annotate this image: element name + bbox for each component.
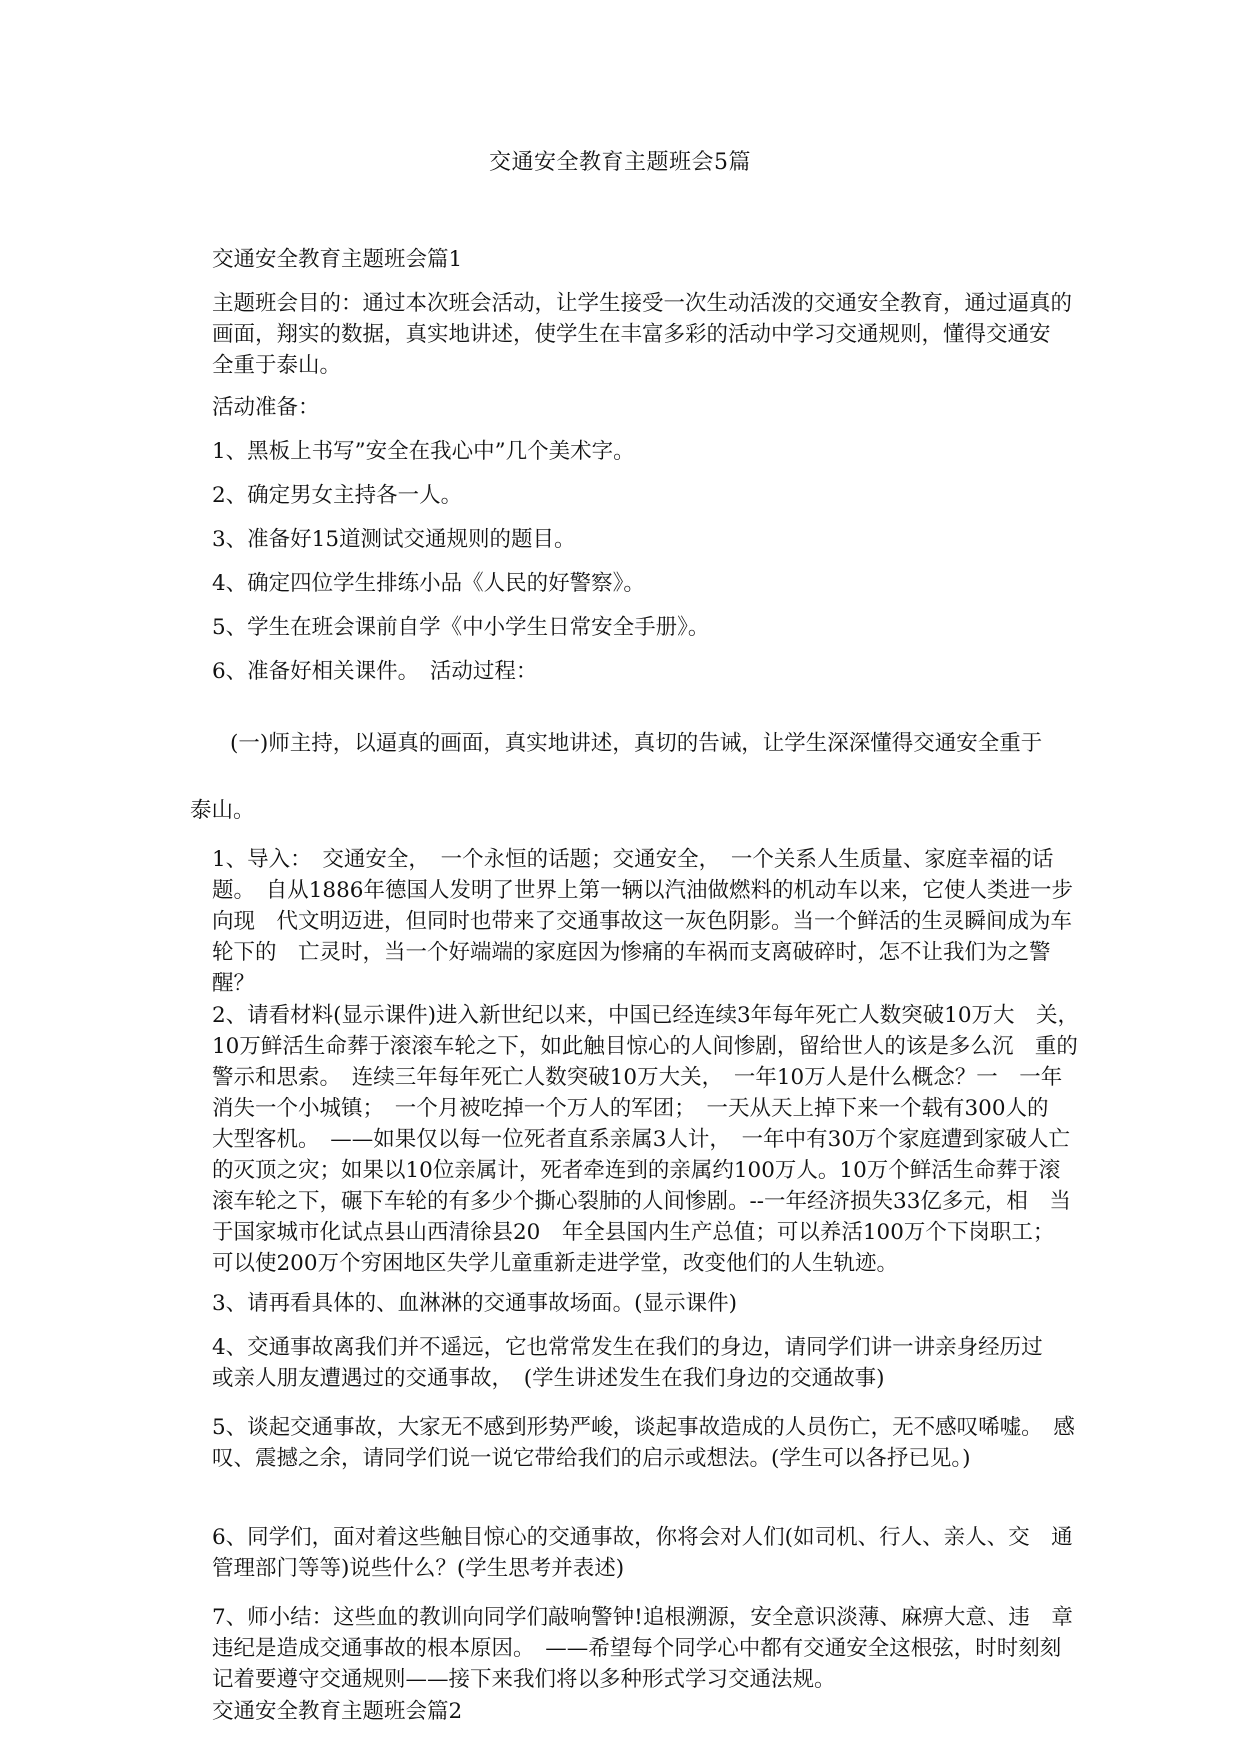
purpose-paragraph: 主题班会目的：通过本次班会活动，让学生接受一次生动活泼的交通安全教育，通过逼真的画面，翔实的数据，真实地讲述，使学生在丰富多彩的活动中学习交通规则，懂得交通安 全重于泰山。 <box>212 291 1073 378</box>
prep-item: 1、黑板上书写”安全在我心中”几个美术字。 <box>212 439 635 464</box>
process-part-continuation: 泰山。 <box>190 798 255 823</box>
prep-item: 5、学生在班会课前自学《中小学生日常安全手册》。 <box>212 615 710 640</box>
page-title: 交通安全教育主题班会5篇 <box>489 150 751 175</box>
step-paragraph: 3、请再看具体的、血淋淋的交通事故场面。(显示课件) <box>212 1291 737 1316</box>
step-paragraph: 7、师小结：这些血的教训向同学们敲响警钟!追根溯源，安全意识淡薄、麻痹大意、违 章违纪是造成交通事故的根本原因。 ——希望每个同学心中都有交通安全这根弦，时时刻刻 记着要遵守交通规则——接下来我们将以多种形式学习交通法规。 <box>212 1605 1083 1692</box>
process-part-heading: (一)师主持，以逼真的画面，真实地讲述，真切的告诫，让学生深深懂得交通安全重于 <box>230 731 1043 756</box>
prep-heading: 活动准备： <box>212 395 320 420</box>
step-paragraph: 4、交通事故离我们并不遥远，它也常常发生在我们的身边，请同学们讲一讲亲身经历过 或亲人朋友遭遇过的交通事故， (学生讲述发生在我们身边的交通故事) <box>212 1335 1065 1391</box>
prep-item: 2、确定男女主持各一人。 <box>212 483 463 508</box>
step-paragraph: 2、请看材料(显示课件)进入新世纪以来，中国已经连续3年每年死亡人数突破10万大 关，10万鲜活生命葬于滚滚车轮之下，如此触目惊心的人间惨剧，留给世人的该是多么沉 重的警示和思索。 连续三年每年死亡人数突破10万大关， 一年10万人是什么概念？一 一年消失一个小城镇； 一个月被吃掉一个万人的军团； 一天从天上掉下来一个载有300人的 大型客机。 ——如果仅以每一位死者直系亲属3人计， 一年中有30万个家庭遭到家破人亡 的灭顶之灾；如果以10位亲属计，死者牵连到的亲属约100万人。10万个鲜活生命葬于滚 滚车轮之下，碾下车轮的有多少个撕心裂肺的人间惨剧。--一年经济损失33亿多元，相 当于国家城市化试点县山西清徐县20 年全县国内生产总值；可以养活100万个下岗职工； 可以使200万个穷困地区失学儿童重新走进学堂，改变他们的人生轨迹。 <box>212 1003 1092 1276</box>
section-heading: 交通安全教育主题班会篇2 <box>212 1699 463 1724</box>
prep-item: 6、准备好相关课件。 活动过程： <box>212 659 538 684</box>
section-heading: 交通安全教育主题班会篇1 <box>212 247 463 272</box>
step-paragraph: 6、同学们，面对着这些触目惊心的交通事故，你将会对人们(如司机、行人、亲人、交 通管理部门等等)说些什么？(学生思考并表述) <box>212 1525 1073 1581</box>
prep-item: 4、确定四位学生排练小品《人民的好警察》。 <box>212 571 645 596</box>
step-paragraph: 5、谈起交通事故，大家无不感到形势严峻，谈起事故造成的人员伤亡，无不感叹唏嘘。 感叹、震撼之余，请同学们说一说它带给我们的启示或想法。(学生可以各抒已见。) <box>212 1415 1075 1471</box>
step-paragraph: 1、导入： 交通安全， 一个永恒的话题；交通安全， 一个关系人生质量、家庭幸福的话题。 自从1886年德国人发明了世界上第一辆以汽油做燃料的机动车以来，它使人类进一步向现 代文明迈进，但同时也带来了交通事故这一灰色阴影。当一个鲜活的生灵瞬间成为车轮下的 亡灵时，当一个好端端的家庭因为惨痛的车祸而支离破碎时，怎不让我们为之警醒？ <box>212 847 1073 996</box>
prep-item: 3、准备好15道测试交通规则的题目。 <box>212 527 576 552</box>
